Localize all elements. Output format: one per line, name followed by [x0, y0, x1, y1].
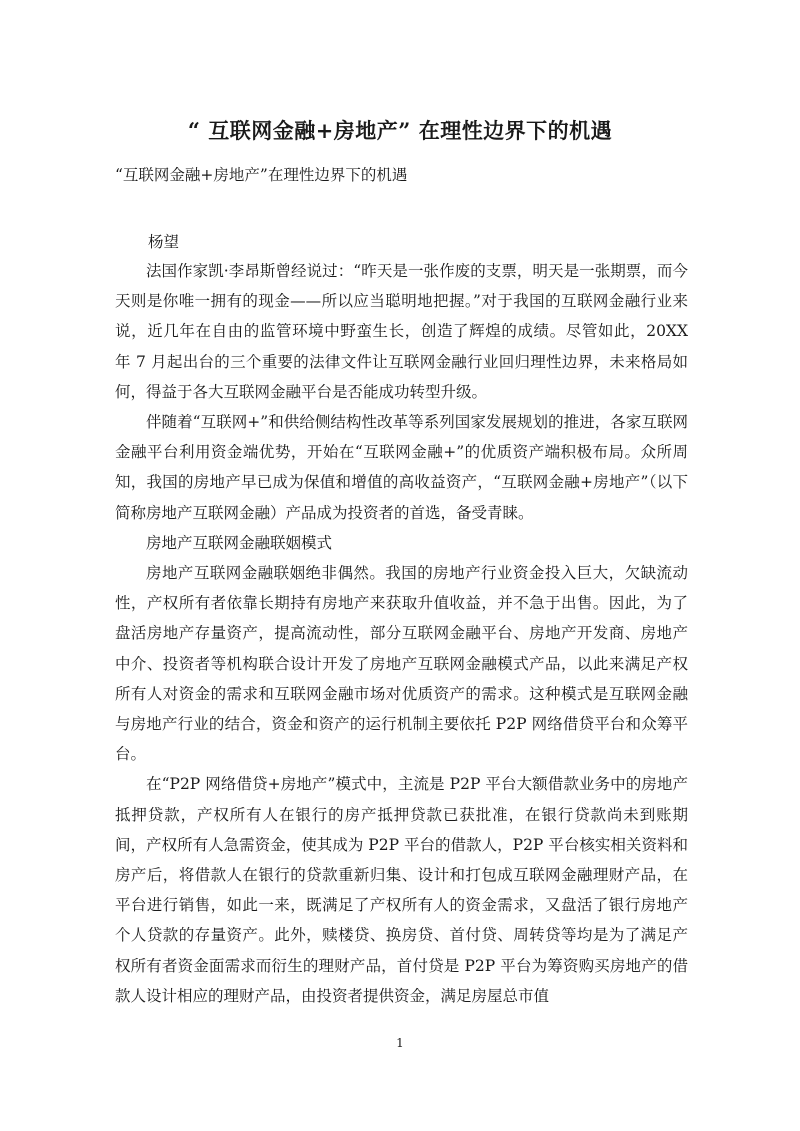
- paragraph-p2p: 在“P2P 网络借贷+房地产”模式中，主流是 P2P 平台大额借款业务中的房地产抵押贷款，产权所有人在银行的房产抵押贷款已获批准，在银行贷款尚未到账期间，产权所有人急需资金，使其成为 P2P 平台的借款人，P2P 平台核实相关资料和房产后，将借款人在银行的贷款重新归集、设计和打包成互联网金融理财产品，在平台进行销售，如此一来，既满足了产权所有人的资金需求，又盘活了银行房地产个人贷款的存量资产。此外，赎楼贷、换房贷、首付贷、周转贷等均是为了满足产权所有者资金面需求而衍生的理财产品，首付贷是 P2P 平台为筹资购买房地产的借款人设计相应的理财产品，由投资者提供资金，满足房屋总市值: [115, 775, 688, 1005]
- author-name: 杨望: [148, 233, 180, 251]
- page-number: 1: [396, 1036, 404, 1050]
- article-body: [115, 256, 688, 1011]
- paragraph-mode: 房地产互联网金融联姻绝非偶然。我国的房地产行业资金投入巨大，欠缺流动性，产权所有者依靠长期持有房地产来获取升值收益，并不急于出售。因此，为了盘活房地产存量资产，提高流动性，部分互联网金融平台、房地产开发商、房地产中介、投资者等机构联合设计开发了房地产互联网金融模式产品，以此来满足产权所有人对资金的需求和互联网金融市场对优质资产的需求。这种模式是互联网金融与房地产行业的结合，资金和资产的运行机制主要依托 P2P 网络借贷平台和众筹平台。: [115, 564, 688, 764]
- document-subtitle: “互联网金融+房地产”在理性边界下的机遇: [115, 166, 408, 184]
- paragraph-intro: 法国作家凯·李昂斯曾经说过：“昨天是一张作废的支票，明天是一张期票，而今天则是你唯一拥有的现金——所以应当聪明地把握。”对于我国的互联网金融行业来说，近几年在自由的监管环境中野蛮生长，创造了辉煌的成绩。尽管如此，20XX 年 7 月起出台的三个重要的法律文件让互联网金融行业回归理性边界，未来格局如何，得益于各大互联网金融平台是否能成功转型升级。: [115, 262, 688, 401]
- document-title: “ 互联网金融+房地产” 在理性边界下的机遇: [187, 118, 613, 143]
- paragraph-background: 伴随着“互联网+”和供给侧结构性改革等系列国家发展规划的推进，各家互联网金融平台利用资金端优势，开始在“互联网金融+”的优质资产端积极布局。众所周知，我国的房地产早已成为保值和增值的高收益资产，“互联网金融+房地产”（以下简称房地产互联网金融）产品成为投资者的首选，备受青睐。: [115, 413, 688, 522]
- section-heading: 房地产互联网金融联姻模式: [146, 533, 333, 552]
